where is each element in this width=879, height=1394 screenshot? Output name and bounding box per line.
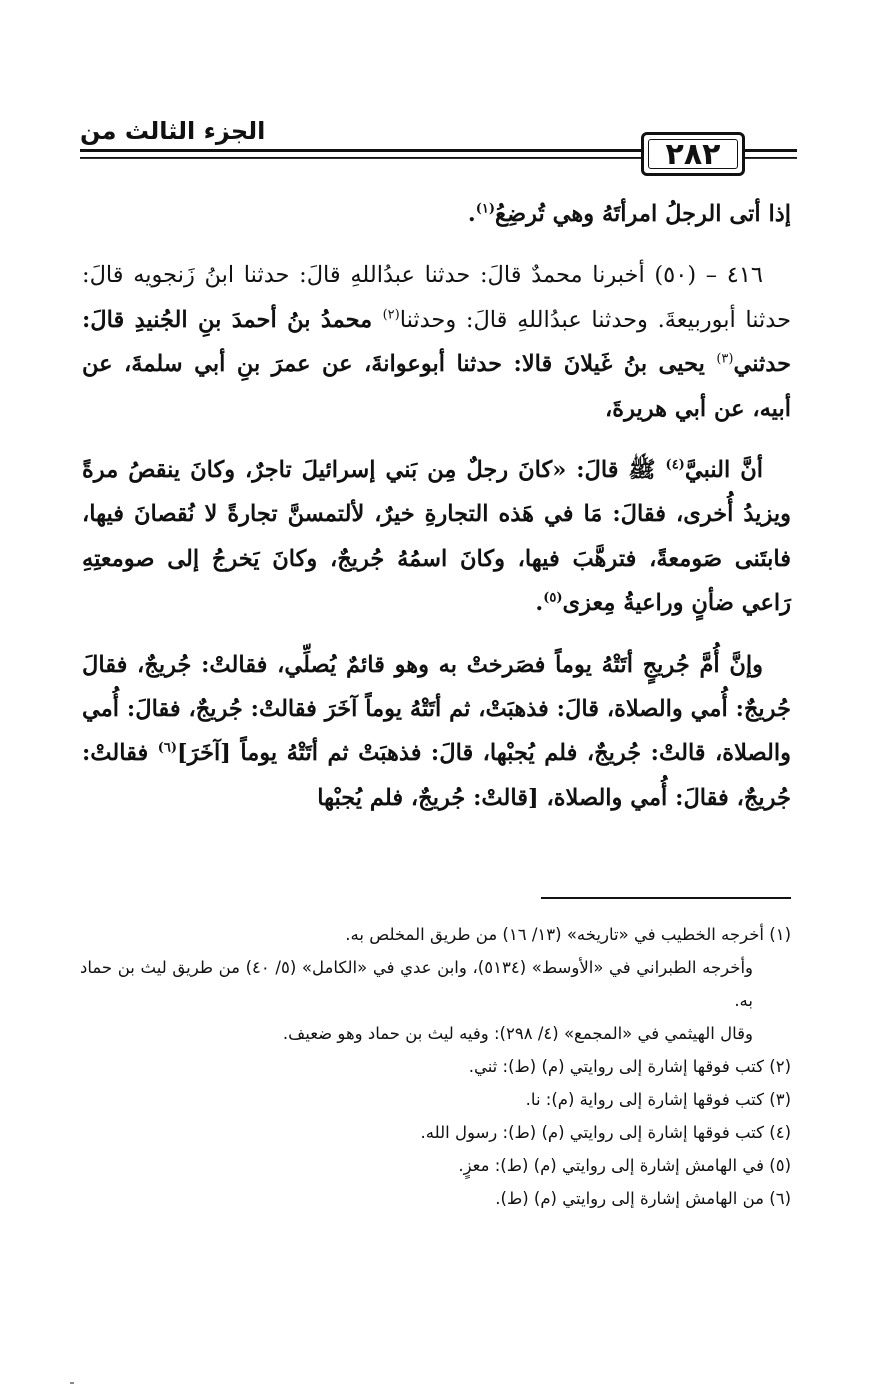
footnote-ref-3: (٣)	[716, 351, 734, 367]
paragraph-3-part-a: أنَّ النبيَّ	[684, 457, 763, 484]
paragraph-1-end: .	[467, 201, 476, 227]
footnote-separator	[541, 897, 791, 899]
paragraph-4-part-a: وإنَّ أُمَّ جُريجٍ أتَتْهُ يوماً فصَرختْ به وهو قائمٌ يُصلِّي، فقالتْ: جُريجٌ، فقالَ جُريجٌ: أُمي والصلاة، قالَ: فذهبَتْ، ثم أتَتْهُ يوماً آخَرَ فقالتْ: جُريجٌ، فقالَ: أُمي والصلاة، قالتْ: جُريجٌ، فلم يُجبْها، قالَ: فذهبَتْ ثم أتَتْهُ يوماً [آخَرَ]	[82, 651, 791, 767]
footnote-text: وأخرجه الطبراني في «الأوسط» (٥١٣٤)، وابن عدي في «الكامل» (٥/ ٤٠) من طريق ليث بن حماد به.	[80, 958, 753, 1010]
running-header	[80, 116, 797, 180]
footnote-ref-4: (٤)	[665, 457, 685, 473]
footnote-text: من الهامش إشارة إلى روايتي (م) (ط).	[495, 1189, 764, 1208]
footnote-text: أخرجه الخطيب في «تاريخه» (١٣/ ١٦) من طريق المخلص به.	[345, 925, 764, 944]
footnote-number: (١)	[769, 925, 791, 944]
footnote-text: في الهامش إشارة إلى روايتي (م) (ط): معزٍ.	[458, 1156, 764, 1175]
scan-speck	[70, 1382, 74, 1384]
footnote-1	[80, 918, 791, 951]
footnote-ref-1: (١)	[475, 201, 496, 217]
footnote-3	[80, 1083, 791, 1116]
footnote-2	[80, 1050, 791, 1083]
footnote-text: كتب فوقها إشارة إلى روايتي (م) (ط): رسول الله.	[420, 1123, 764, 1142]
footnote-ref-5: (٥)	[543, 590, 563, 606]
footnote-text: كتب فوقها إشارة إلى روايتي (م) (ط): ثني.	[468, 1057, 764, 1076]
footnote-text: كتب فوقها إشارة إلى رواية (م): نا.	[525, 1090, 764, 1109]
paragraph-3-end: .	[535, 590, 544, 617]
page-number: ٢٨٢	[641, 132, 745, 176]
paragraph-2-part-a: ٤١٦ – (٥٠) أخبرنا محمدٌ قالَ: حدثنا عبدُاللهِ قالَ: حدثنا ابنُ زَنجويه قالَ: حدثنا أبوربيعةَ. وحدثنا عبدُاللهِ قالَ: وحدثنا	[82, 262, 792, 333]
footnote-number: (٥)	[769, 1156, 791, 1175]
footnote-5	[80, 1149, 791, 1182]
footnote-number: (٢)	[769, 1057, 791, 1076]
footnote-number: (٤)	[769, 1123, 791, 1142]
paragraph-4-part-b: فقالتْ: جُريجٌ، فقالَ: أُمي والصلاة، [قالتْ: جُريجٌ، فلم يُجبْها	[82, 740, 791, 811]
footnote-ref-2: (٢)	[382, 307, 400, 323]
footnote-text: وقال الهيثمي في «المجمع» (٤/ ٢٩٨): وفيه ليث بن حماد وهو ضعيف.	[282, 1024, 753, 1043]
main-text	[82, 192, 791, 820]
paragraph-2-part-c: يحيى بنُ غَيلانَ قالا: حدثنا أبوعوانةَ، عن عمرَ بنِ أبي سلمةَ، عن أبيه، عن أبي هريرةَ،	[82, 351, 791, 422]
footnote-6	[80, 1182, 791, 1215]
paragraph-4	[82, 643, 791, 821]
paragraph-2	[82, 253, 791, 431]
paragraph-1	[82, 192, 791, 236]
paragraph-3-part-b: ﷺ قالَ: «كانَ رجلٌ مِن بَني إسرائيلَ تاجرٌ، وكانَ ينقصُ مرةً ويزيدُ أُخرى، فقالَ: مَا في هَذه التجارةِ خيرٌ، لألتمسنَّ تجارةً لا نُقصانَ فيها، فابتَنى صَومعةً، فترهَّبَ فيها، وكانَ اسمُهُ جُريجٌ، وكانَ يَخرجُ إلى صومعتِهِ رَاعي ضأنٍ وراعيةُ مِعزى	[82, 457, 791, 617]
paragraph-1-text: إذا أتى الرجلُ امرأتَهُ وهي تُرضِعُ	[495, 201, 791, 227]
header-title: الجزء الثالث من	[80, 117, 266, 145]
footnote-1-continuation-b	[80, 1017, 791, 1050]
footnote-ref-6: (٦)	[157, 740, 178, 756]
paragraph-2-part-b: محمدُ بنُ أحمدَ بنِ الجُنيدِ قالَ: حدثني	[82, 306, 791, 378]
footnote-number: (٣)	[769, 1090, 791, 1109]
paragraph-3	[82, 448, 791, 626]
footnotes	[80, 918, 791, 1215]
footnote-4	[80, 1116, 791, 1149]
footnote-number: (٦)	[769, 1189, 791, 1208]
footnote-1-continuation-a	[80, 951, 791, 1017]
